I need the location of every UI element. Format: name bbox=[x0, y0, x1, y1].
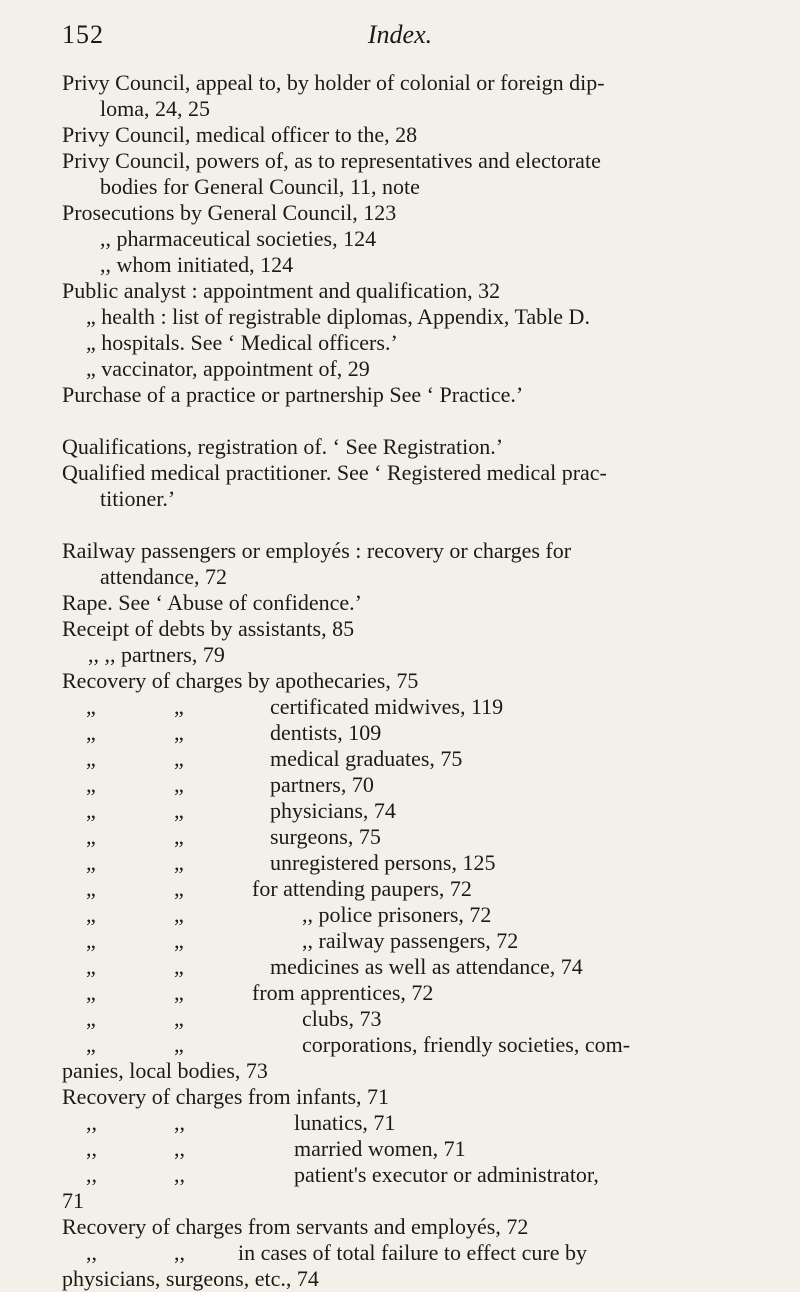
index-subentry: surgeons, 75 bbox=[270, 824, 381, 849]
index-entry: Privy Council, medical officer to the, 28 bbox=[62, 122, 418, 147]
index-subentry: in cases of total failure to effect cure by bbox=[238, 1240, 587, 1265]
index-subentry: „ health : list of registrable diplomas, Appendix, Table D. bbox=[86, 304, 590, 329]
ditto-mark: „ bbox=[86, 928, 96, 953]
index-subentry: physicians, 74 bbox=[270, 798, 396, 823]
ditto-mark: „ bbox=[174, 902, 184, 927]
index-subentry: clubs, 73 bbox=[302, 1006, 382, 1031]
index-entry: Recovery of charges from infants, 71 bbox=[62, 1084, 390, 1109]
index-entry: Receipt of debts by assistants, 85 bbox=[62, 616, 355, 641]
ditto-mark: „ bbox=[86, 798, 96, 823]
ditto-mark: „ bbox=[86, 902, 96, 927]
ditto-mark: „ bbox=[174, 772, 184, 797]
ditto-mark: „ bbox=[86, 824, 96, 849]
ditto-mark: „ bbox=[174, 1006, 184, 1031]
index-entry-continuation: panies, local bodies, 73 bbox=[62, 1058, 268, 1083]
index-subentry: ,, ,, partners, 79 bbox=[88, 642, 225, 667]
ditto-mark: ,, bbox=[86, 1162, 97, 1187]
index-subentry: certificated midwives, 119 bbox=[270, 694, 504, 719]
index-entry: Purchase of a practice or partnership See ‘ Practice.’ bbox=[62, 382, 524, 407]
ditto-mark: „ bbox=[174, 850, 184, 875]
ditto-mark: „ bbox=[86, 876, 96, 901]
index-subentry: ,, whom initiated, 124 bbox=[100, 252, 294, 277]
ditto-mark: ,, bbox=[174, 1162, 185, 1187]
index-subentry: ,, railway passengers, 72 bbox=[302, 928, 519, 953]
index-subentry: unregistered persons, 125 bbox=[270, 850, 496, 875]
ditto-mark: „ bbox=[174, 980, 184, 1005]
index-entry-continuation: 71 bbox=[62, 1188, 84, 1213]
index-subentry: dentists, 109 bbox=[270, 720, 382, 745]
index-entry-continuation: physicians, surgeons, etc., 74 bbox=[62, 1266, 319, 1291]
index-entry: Rape. See ‘ Abuse of confidence.’ bbox=[62, 590, 362, 615]
index-subentry: ,, pharmaceutical societies, 124 bbox=[100, 226, 377, 251]
ditto-mark: „ bbox=[86, 1032, 96, 1057]
page-header bbox=[0, 16, 800, 56]
ditto-mark: „ bbox=[174, 876, 184, 901]
index-subentry: patient's executor or administrator, bbox=[294, 1162, 599, 1187]
index-subentry: for attending paupers, 72 bbox=[252, 876, 472, 901]
ditto-mark: „ bbox=[86, 980, 96, 1005]
ditto-mark: ,, bbox=[86, 1110, 97, 1135]
ditto-mark: ,, bbox=[174, 1240, 185, 1265]
index-entry-continuation: titioner.’ bbox=[100, 486, 176, 511]
ditto-mark: „ bbox=[86, 1006, 96, 1031]
ditto-mark: „ bbox=[174, 928, 184, 953]
index-entry: Recovery of charges by apothecaries, 75 bbox=[62, 668, 419, 693]
index-subentry: married women, 71 bbox=[294, 1136, 466, 1161]
ditto-mark: „ bbox=[86, 772, 96, 797]
index-subentry: lunatics, 71 bbox=[294, 1110, 396, 1135]
index-subentry: corporations, friendly societies, com- bbox=[302, 1032, 631, 1057]
index-entry: Qualifications, registration of. ‘ See Registration.’ bbox=[62, 434, 504, 459]
ditto-mark: „ bbox=[86, 720, 96, 745]
index-entry: Qualified medical practitioner. See ‘ Registered medical prac- bbox=[62, 460, 607, 485]
index-entry-continuation: bodies for General Council, 11, note bbox=[100, 174, 420, 199]
ditto-mark: „ bbox=[174, 720, 184, 745]
ditto-mark: „ bbox=[86, 850, 96, 875]
index-subentry: medicines as well as attendance, 74 bbox=[270, 954, 583, 979]
index-entry: Prosecutions by General Council, 123 bbox=[62, 200, 397, 225]
index-entry: Privy Council, appeal to, by holder of colonial or foreign dip- bbox=[62, 70, 605, 95]
ditto-mark: „ bbox=[174, 746, 184, 771]
index-subentry: medical graduates, 75 bbox=[270, 746, 463, 771]
index-subentry: partners, 70 bbox=[270, 772, 374, 797]
running-head: Index. bbox=[367, 20, 433, 49]
ditto-mark: ,, bbox=[174, 1136, 185, 1161]
ditto-mark: „ bbox=[174, 1032, 184, 1057]
index-entry-continuation: loma, 24, 25 bbox=[100, 96, 210, 121]
ditto-mark: ,, bbox=[86, 1136, 97, 1161]
ditto-mark: ,, bbox=[174, 1110, 185, 1135]
index-entry: Public analyst : appointment and qualification, 32 bbox=[62, 278, 501, 303]
ditto-mark: ,, bbox=[86, 1240, 97, 1265]
index-entry: Privy Council, powers of, as to representatives and electorate bbox=[62, 148, 601, 173]
ditto-mark: „ bbox=[174, 798, 184, 823]
ditto-mark: „ bbox=[86, 954, 96, 979]
ditto-mark: „ bbox=[174, 824, 184, 849]
index-entry-continuation: attendance, 72 bbox=[100, 564, 228, 589]
index-entry: Recovery of charges from servants and employés, 72 bbox=[62, 1214, 529, 1239]
page-number: 152 bbox=[62, 20, 104, 49]
ditto-mark: „ bbox=[86, 746, 96, 771]
ditto-mark: „ bbox=[86, 694, 96, 719]
index-subentry: „ hospitals. See ‘ Medical officers.’ bbox=[86, 330, 398, 355]
index-subentry: ,, police prisoners, 72 bbox=[302, 902, 492, 927]
ditto-mark: „ bbox=[174, 694, 184, 719]
index-subentry: from apprentices, 72 bbox=[252, 980, 434, 1005]
index-subentry: „ vaccinator, appointment of, 29 bbox=[86, 356, 370, 381]
ditto-mark: „ bbox=[174, 954, 184, 979]
index-entry: Railway passengers or employés : recovery or charges for bbox=[62, 538, 572, 563]
